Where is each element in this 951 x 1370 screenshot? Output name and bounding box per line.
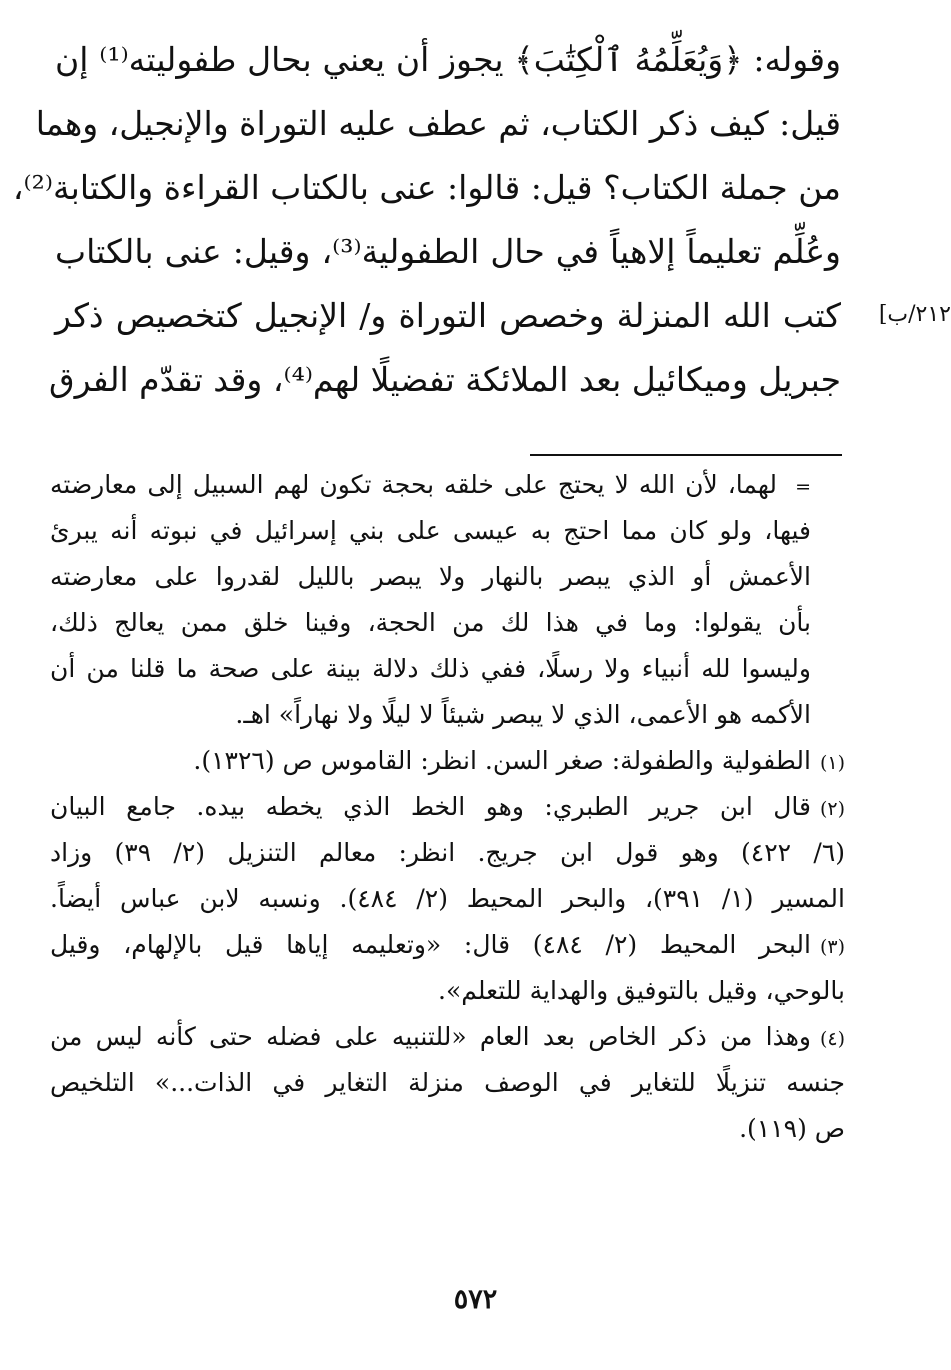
footnote-number: (٣) bbox=[819, 936, 845, 958]
main-text-line: قيل: كيف ذكر الكتاب، ثم عطف عليه التوراة والإنجيل، وهما bbox=[35, 104, 841, 143]
footnote-line-text: الطفولية والطفولة: صغر السن. انظر: القاموس ص (١٣٢٦). bbox=[193, 746, 811, 775]
footnote-line: بالوحي، وقيل بالتوفيق والهداية للتعلم». bbox=[438, 976, 845, 1005]
footnote-continuation-line: فيها، ولو كان مما احتج به عيسى على بني إسرائيل في نبوته أنه يبرئ bbox=[50, 516, 811, 545]
main-text-line: جبريل وميكائيل بعد الملائكة تفضيلًا لهم⁽⁴⁾، وقد تقدّم الفرق bbox=[48, 360, 841, 399]
footnote-continuation-line bbox=[50, 462, 845, 508]
footnote-2 bbox=[50, 784, 845, 830]
manuscript-folio-marker: ٢١٢/ب] bbox=[878, 302, 951, 327]
footnote-line-text: البحر المحيط (٢/ ٤٨٤) قال: «وتعليمه إياها قيل بالإلهام، وقيل bbox=[50, 930, 811, 959]
footnote-continuation-line: الأعمش أو الذي يبصر بالنهار ولا يبصر بالليل لقدروا على معارضته bbox=[50, 562, 811, 591]
footnote-line: ص (١١٩). bbox=[739, 1114, 845, 1143]
page-number: ٥٧٢ bbox=[453, 1284, 498, 1315]
footnote-continuation-line: وليسوا لله أنبياء ولا رسلًا، ففي ذلك دلالة بينة على صحة ما قلنا من أن bbox=[50, 654, 811, 683]
continuation-marker: = bbox=[795, 476, 811, 498]
footnote-line: جنسه تنزيلًا للتغاير في الوصف منزلة التغاير في الذات...» التلخيص bbox=[50, 1068, 845, 1097]
footnotes-block bbox=[50, 462, 845, 1152]
main-text-line: وعُلِّم تعليماً إلاهياً في حال الطفولية⁽³⁾، وقيل: عنى بالكتاب bbox=[55, 232, 841, 271]
footnote-number: (٢) bbox=[819, 798, 845, 820]
main-text-line: كتب الله المنزلة وخصص التوراة و/ الإنجيل كتخصيص ذكر bbox=[55, 296, 841, 335]
footnote-line-text: لهما، لأن الله لا يحتج على خلقه بحجة تكون لهم السبيل إلى معارضته bbox=[50, 470, 777, 499]
footnote-separator bbox=[530, 454, 842, 456]
footnote-number: (١) bbox=[819, 752, 845, 774]
footnote-3 bbox=[50, 922, 845, 968]
main-text-line: من جملة الكتاب؟ قيل: قالوا: عنى بالكتاب القراءة والكتابة⁽²⁾، bbox=[12, 168, 841, 207]
main-text-block bbox=[12, 28, 842, 412]
footnote-continuation-line: بأن يقولوا: وما في هذا لك من الحجة، وفينا خلق ممن يعالج ذلك، bbox=[50, 608, 811, 637]
footnote-line: (٦/ ٤٢٢) وهو قول ابن جريج. انظر: معالم التنزيل (٢/ ٣٩) وزاد bbox=[50, 838, 846, 867]
footnote-1 bbox=[50, 738, 845, 784]
footnote-continuation-line: الأكمه هو الأعمى، الذي لا يبصر شيئاً لا ليلًا ولا نهاراً» اهـ. bbox=[235, 700, 811, 729]
main-text-line: وقوله: ﴿وَيُعَلِّمُهُ ٱلْكِتَٰبَ﴾ يجوز أن يعني بحال طفوليته⁽¹⁾ إن bbox=[55, 40, 842, 79]
footnote-line-text: وهذا من ذكر الخاص بعد العام «للتنبيه على فضله حتى كأنه ليس من bbox=[50, 1022, 811, 1051]
footnote-line-text: قال ابن جرير الطبري: وهو الخط الذي يخطه بيده. جامع البيان bbox=[50, 792, 811, 821]
footnote-line: المسير (١/ ٣٩١)، والبحر المحيط (٢/ ٤٨٤). ونسبه لابن عباس أيضاً. bbox=[50, 884, 845, 913]
footnote-number: (٤) bbox=[819, 1028, 845, 1050]
footnote-4 bbox=[50, 1014, 845, 1060]
